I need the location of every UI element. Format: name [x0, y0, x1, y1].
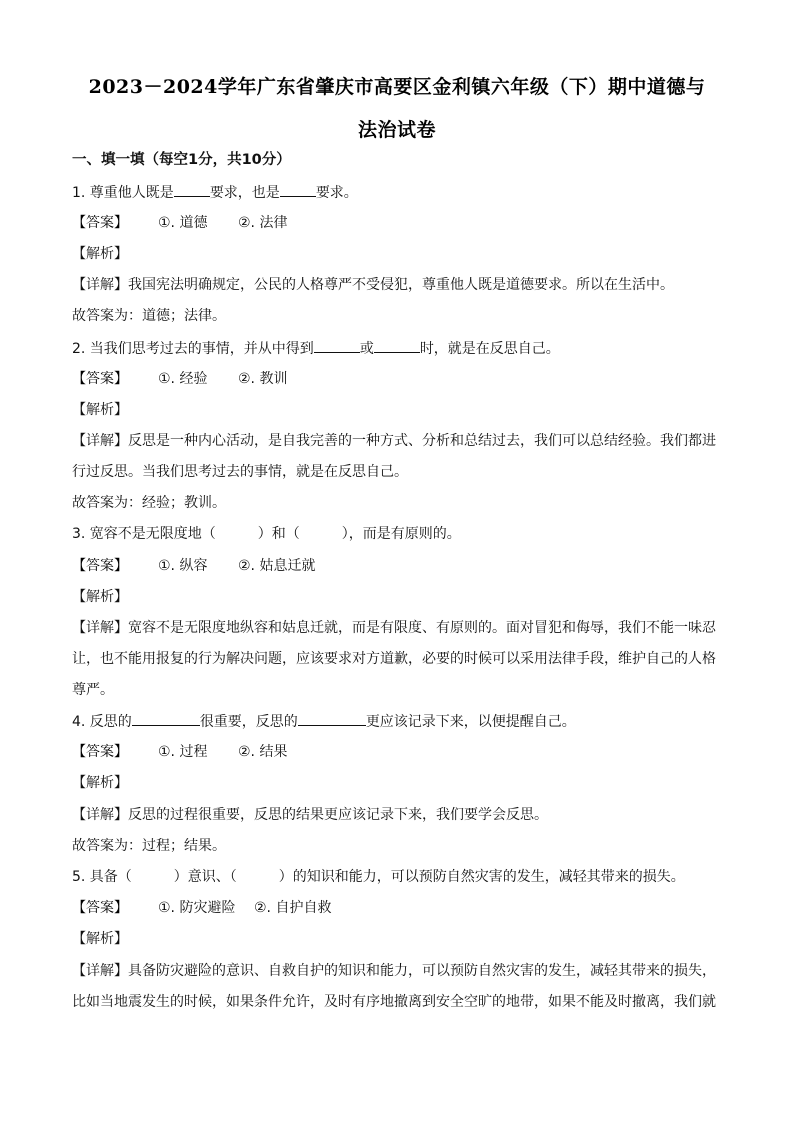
- answer-label: 【答案】: [72, 900, 128, 916]
- q2-detail-text-2: 行过反思。当我们思考过去的事情，就是在反思自己。: [72, 464, 408, 480]
- q4-part3: 更应该记录下来，以便提醒自己。: [365, 714, 576, 730]
- q4-option2: ②. 结果: [238, 744, 288, 760]
- section-heading: 一、填一填（每空1分，共10分）: [72, 152, 291, 168]
- q1-part2: 要求，也是: [209, 185, 280, 201]
- q5-answer-row: [72, 898, 732, 918]
- q3-answer-row: [72, 556, 732, 576]
- q2-analysis-label: 【解析】: [72, 402, 128, 418]
- q4-part2: 很重要，反思的: [199, 714, 298, 730]
- q2-option2: ②. 教训: [238, 371, 288, 387]
- q5-detail-text-1: 具备防灾避险的意识、自救自护的知识和能力，可以预防自然灾害的发生，减轻其带来的损失，: [128, 963, 716, 979]
- question-4: [72, 711, 732, 732]
- question-2: [72, 338, 732, 359]
- q3-detail: [72, 618, 732, 638]
- q1-blank1: [174, 182, 210, 197]
- q1-option1: ①. 道德: [158, 215, 208, 231]
- q2-conclusion: 故答案为：经验；教训。: [72, 495, 226, 511]
- q5-detail-text-2: 比如当地震发生的时候，如果条件允许，及时有序地撤离到安全空旷的地带，如果不能及时撤离，我们就: [72, 994, 716, 1010]
- detail-label: 【详解】: [72, 807, 128, 823]
- q2-detail: [72, 431, 732, 451]
- question-5: 5. 具备（ ）意识、（ ）的知识和能力，可以预防自然灾害的发生，减轻其带来的损失。: [72, 869, 685, 885]
- q5-option1: ①. 防灾避险: [158, 900, 236, 916]
- q4-detail-text: 反思的过程很重要，反思的结果更应该记录下来，我们要学会反思。: [128, 807, 548, 823]
- question-1: [72, 182, 732, 203]
- q2-blank1: [314, 338, 360, 353]
- q1-detail-text: 我国宪法明确规定，公民的人格尊严不受侵犯，尊重他人既是道德要求。所以在生活中。: [128, 277, 674, 293]
- q2-part2: 或: [359, 341, 374, 357]
- answer-label: 【答案】: [72, 558, 128, 574]
- q2-detail-text-1: 反思是一种内心活动，是自我完善的一种方式、分析和总结过去，我们可以总结经验。我们都进: [128, 433, 716, 449]
- q4-option1: ①. 过程: [158, 744, 208, 760]
- q5-analysis-label: 【解析】: [72, 931, 128, 947]
- q1-answer-row: [72, 213, 732, 233]
- answer-label: 【答案】: [72, 744, 128, 760]
- q4-part1: 4. 反思的: [72, 714, 132, 730]
- q4-analysis-label: 【解析】: [72, 775, 128, 791]
- q1-detail: [72, 275, 732, 295]
- detail-label: 【详解】: [72, 620, 128, 636]
- q2-part3: 时，就是在反思自己。: [419, 341, 560, 357]
- answer-label: 【答案】: [72, 371, 128, 387]
- q3-option1: ①. 纵容: [158, 558, 208, 574]
- q4-conclusion: 故答案为：过程；结果。: [72, 838, 226, 854]
- q2-blank2: [374, 338, 420, 353]
- detail-label: 【详解】: [72, 433, 128, 449]
- q1-analysis-label: 【解析】: [72, 246, 128, 262]
- q3-option2: ②. 姑息迁就: [238, 558, 316, 574]
- q1-part1: 1. 尊重他人既是: [72, 185, 174, 201]
- q2-answer-row: [72, 369, 732, 389]
- q4-detail: [72, 805, 732, 825]
- q3-analysis-label: 【解析】: [72, 589, 128, 605]
- doc-title-line2: 法治试卷: [357, 119, 436, 141]
- detail-label: 【详解】: [72, 277, 128, 293]
- q1-part3: 要求。: [315, 185, 358, 201]
- q5-detail: [72, 961, 732, 981]
- q1-option2: ②. 法律: [238, 215, 288, 231]
- q1-conclusion: 故答案为：道德；法律。: [72, 308, 226, 324]
- doc-title-line1: 2023－2024学年广东省肇庆市高要区金利镇六年级（下）期中道德与: [88, 76, 706, 98]
- q1-blank2: [280, 182, 316, 197]
- q3-detail-text-3: 尊严。: [72, 682, 114, 698]
- question-3: 3. 宽容不是无限度地（ ）和（ ），而是有原则的。: [72, 526, 461, 542]
- q4-answer-row: [72, 742, 732, 762]
- q3-detail-text-1: 宽容不是无限度地纵容和姑息迁就，而是有限度、有原则的。面对冒犯和侮辱，我们不能一味忍: [128, 620, 716, 636]
- q5-option2: ②. 自护自救: [254, 900, 332, 916]
- answer-label: 【答案】: [72, 215, 128, 231]
- q4-blank2: [298, 711, 366, 726]
- q2-part1: 2. 当我们思考过去的事情，并从中得到: [72, 341, 314, 357]
- detail-label: 【详解】: [72, 963, 128, 979]
- q2-option1: ①. 经验: [158, 371, 208, 387]
- q3-detail-text-2: 让，也不能用报复的行为解决问题，应该要求对方道歉，必要的时候可以采用法律手段，维护自己的人格: [72, 651, 716, 667]
- q4-blank1: [132, 711, 200, 726]
